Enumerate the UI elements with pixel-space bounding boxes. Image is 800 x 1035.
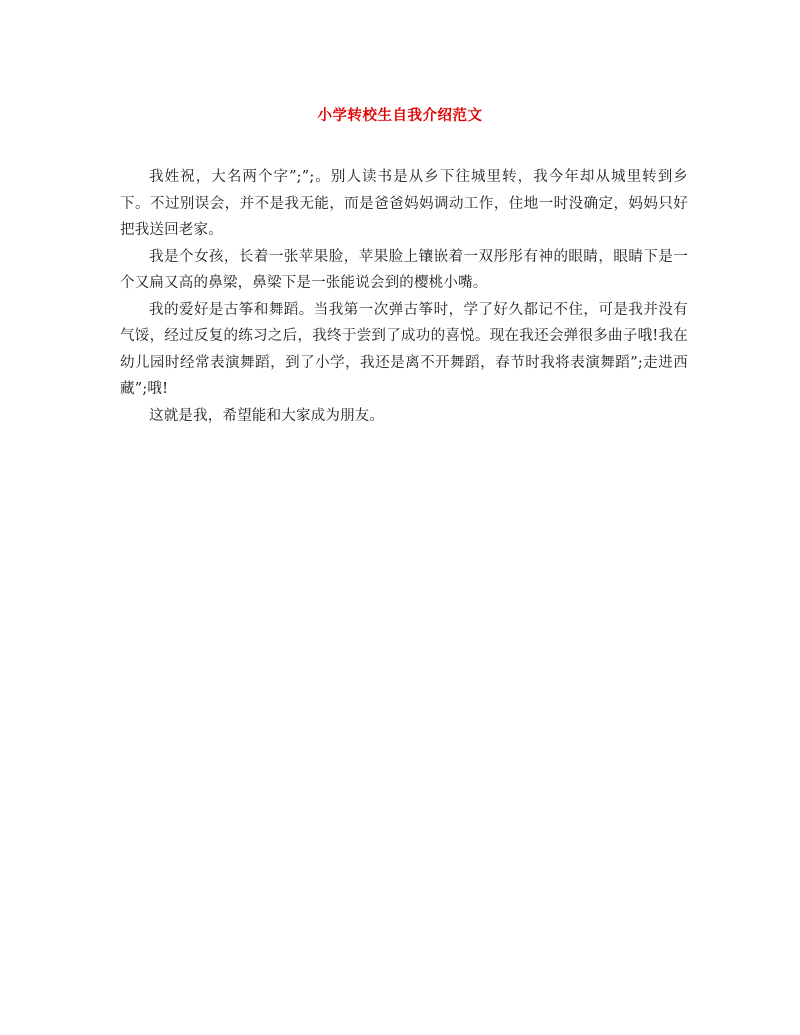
paragraph-intro: 我姓祝，大名两个字”;”;。别人读书是从乡下往城里转，我今年却从城里转到乡下。不过别误会，并不是我无能，而是爸爸妈妈调动工作，住地一时没确定，妈妈只好把我送回老家。	[120, 169, 688, 238]
paragraph-closing: 这就是我，希望能和大家成为朋友。	[149, 407, 385, 424]
paragraph-appearance: 我是个女孩，长着一张苹果脸，苹果脸上镶嵌着一双彤彤有神的眼睛，眼睛下是一个又扁又高的鼻梁，鼻梁下是一张能说会到的樱桃小嘴。	[120, 248, 688, 291]
document-body	[120, 164, 688, 429]
paragraph-hobbies: 我的爱好是古筝和舞蹈。当我第一次弹古筝时，学了好久都记不住，可是我并没有气馁，经过反复的练习之后，我终于尝到了成功的喜悦。现在我还会弹很多曲子哦!我在幼儿园时经常表演舞蹈，到了小学，我还是离不开舞蹈，春节时我将表演舞蹈”;走进西藏”;哦!	[120, 301, 688, 397]
document-title: 小学转校生自我介绍范文	[317, 107, 483, 124]
